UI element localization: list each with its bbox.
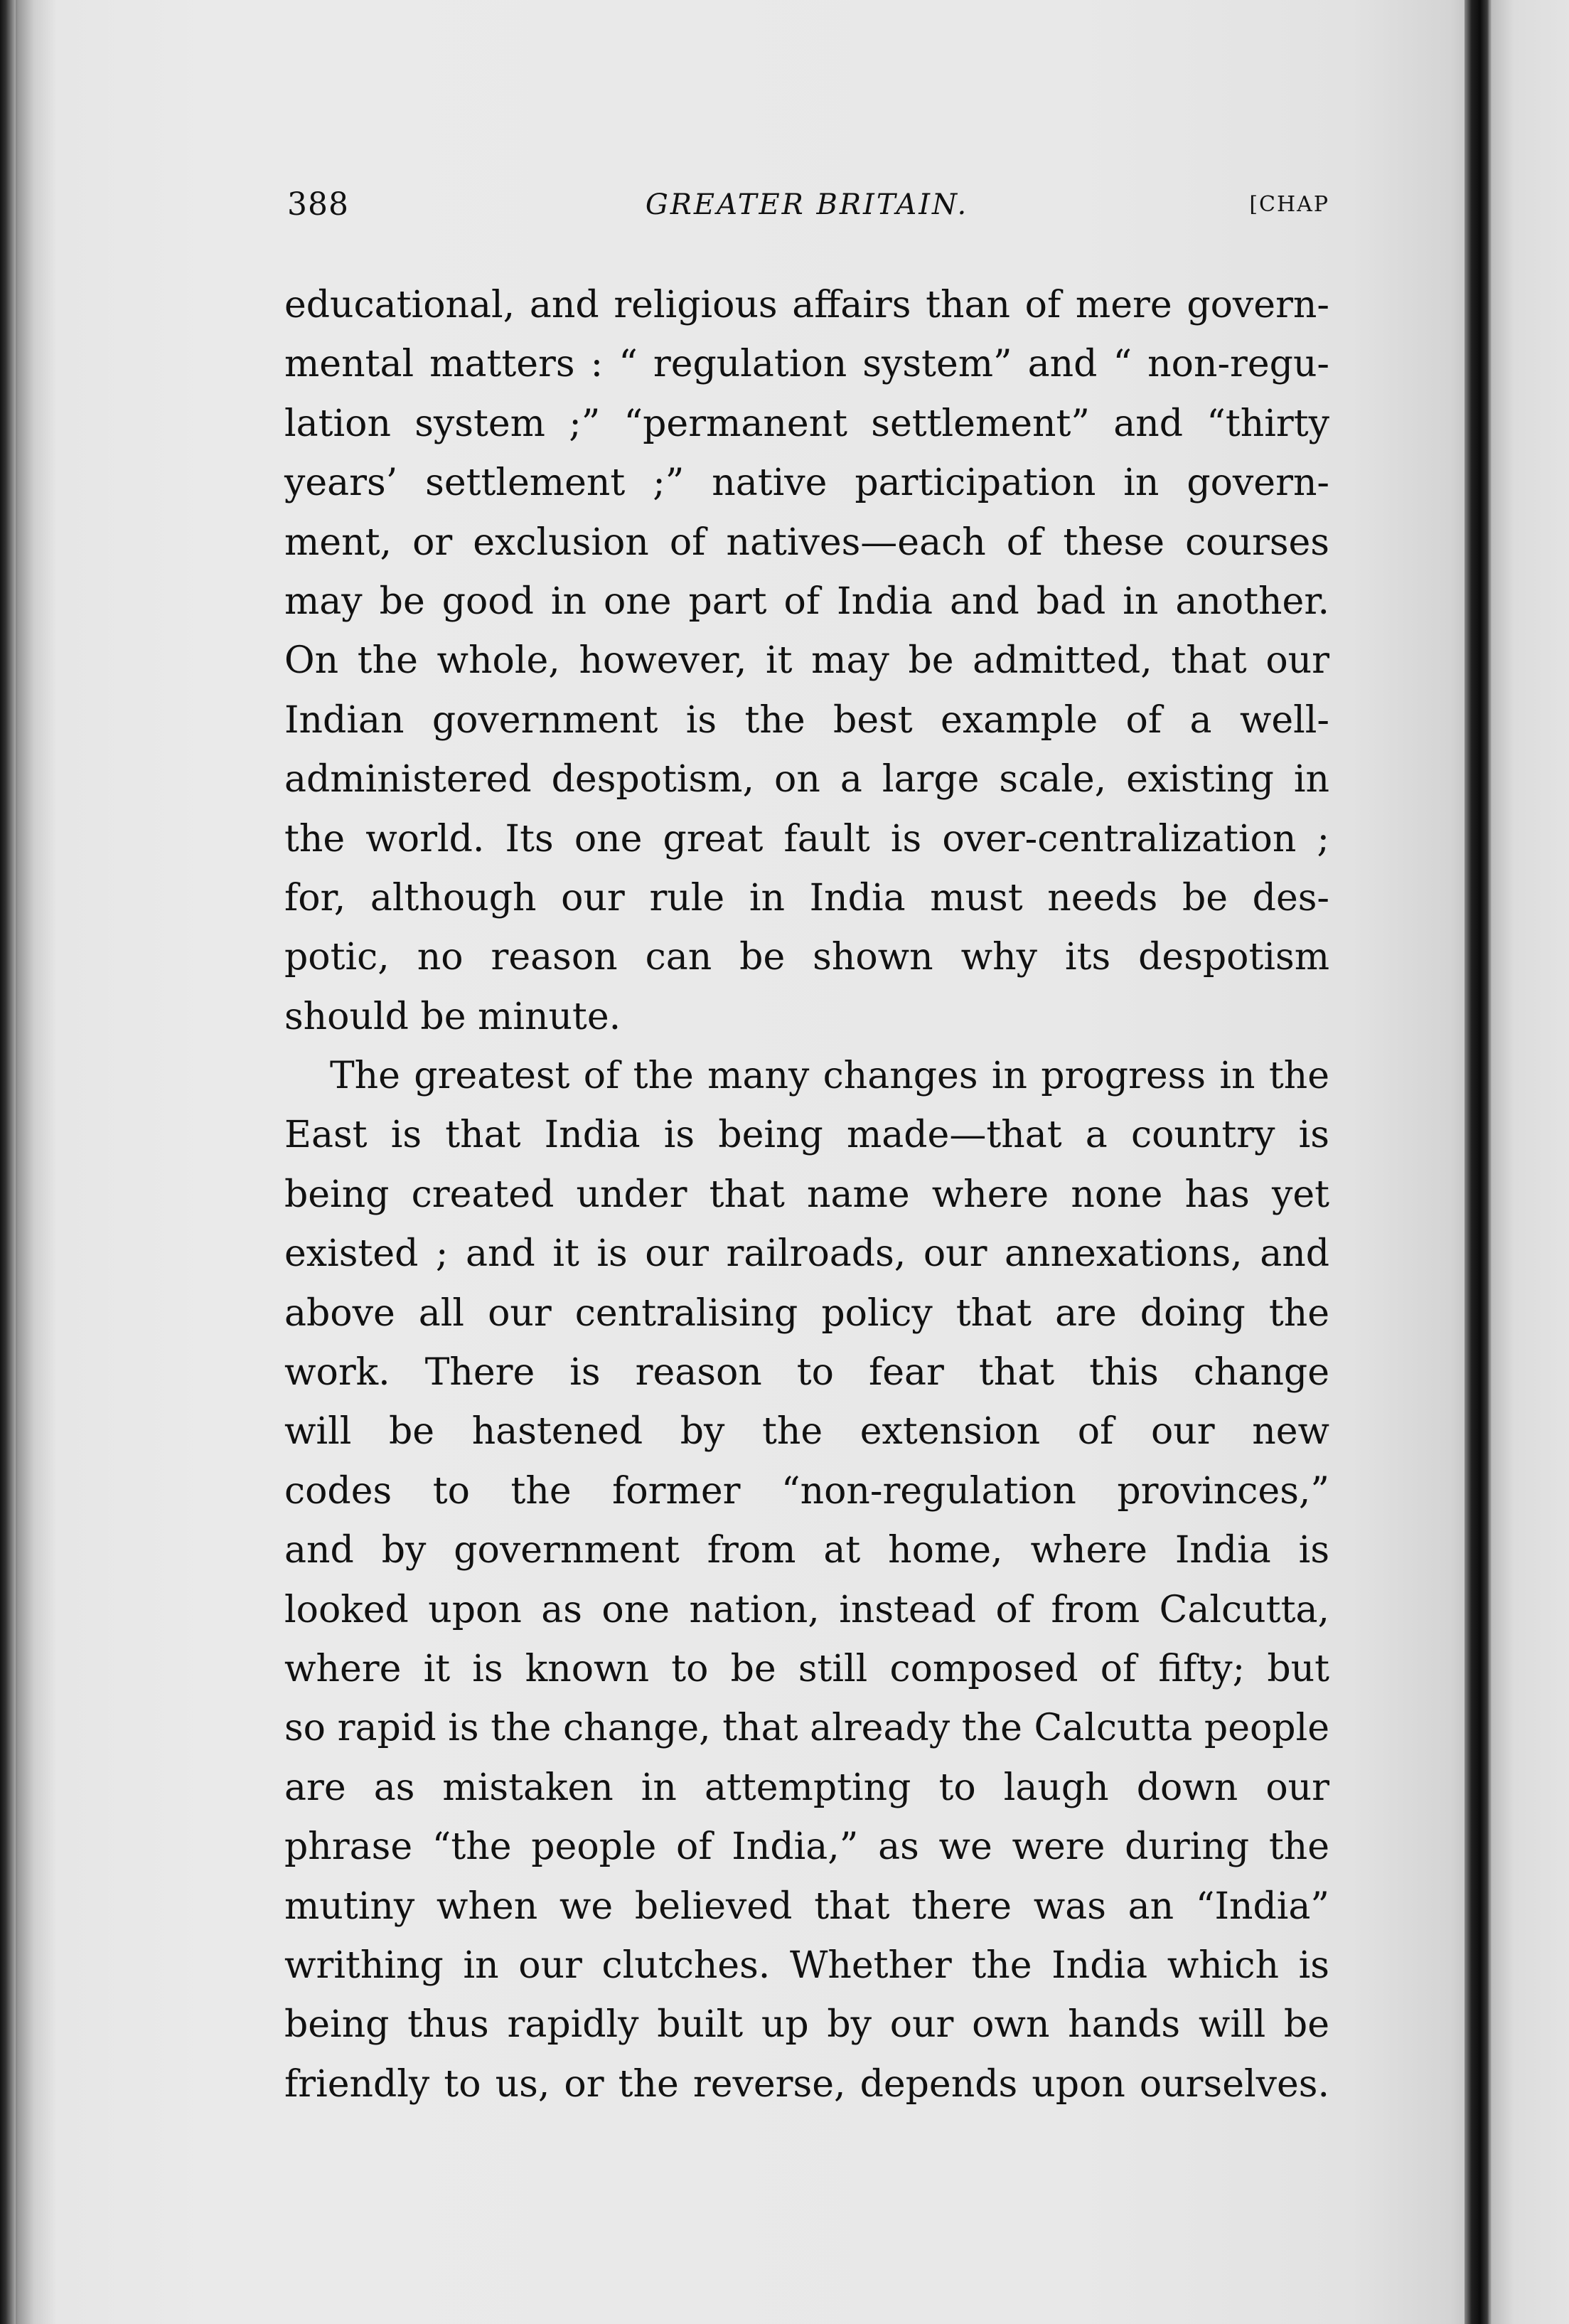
text-line: may be good in one part of India and bad in another.: [284, 580, 1329, 623]
text-line: above all our centralising policy that are doing the: [284, 1291, 1329, 1335]
text-line: Indian government is the best example of a well-: [284, 698, 1329, 742]
page-gutter-shadow: [1464, 0, 1490, 2324]
text-line: ment, or exclusion of natives—each of these courses: [284, 521, 1329, 564]
text-line: phrase “the people of India,” as we were during the: [284, 1825, 1329, 1869]
text-line: and by government from at home, where India is: [284, 1529, 1329, 1572]
text-line: so rapid is the change, that already the Calcutta people: [284, 1707, 1329, 1750]
text-line: The greatest of the many changes in progress in the: [330, 1055, 1329, 1098]
text-line: years’ settlement ;” native participation in govern-: [284, 462, 1329, 505]
text-line: friendly to us, or the reverse, depends upon ourselves.: [284, 2062, 1329, 2106]
text-line: writhing in our clutches. Whether the India which is: [284, 1944, 1329, 1987]
text-line: where it is known to be still composed of fifty; but: [284, 1647, 1329, 1690]
text-line: being created under that name where none has yet: [284, 1173, 1329, 1216]
text-line: the world. Its one great fault is over-centralization ;: [284, 817, 1329, 860]
text-line: potic, no reason can be shown why its despotism: [284, 936, 1329, 979]
text-line: On the whole, however, it may be admitted, that our: [284, 639, 1329, 683]
body-text: [284, 276, 1329, 2114]
paragraph: [284, 1047, 1329, 2114]
binding-edge: [0, 0, 16, 2324]
text-line: looked upon as one nation, instead of from Calcutta,: [284, 1588, 1329, 1631]
page-number: 388: [287, 186, 349, 223]
text-line: will be hastened by the extension of our new: [284, 1410, 1329, 1454]
text-line: educational, and religious affairs than of mere govern-: [284, 284, 1329, 326]
text-line: should be minute.: [284, 995, 621, 1038]
running-title: GREATER BRITAIN.: [645, 188, 969, 221]
text-line: are as mistaken in attempting to laugh down our: [284, 1766, 1329, 1809]
text-line: existed ; and it is our railroads, our annexations, and: [284, 1232, 1329, 1276]
text-line: being thus rapidly built up by our own hands will be: [284, 2003, 1329, 2047]
book-page: [284, 183, 1329, 2114]
paragraph: [284, 276, 1329, 1047]
text-line: administered despotism, on a large scale, existing in: [284, 758, 1329, 801]
chapter-marker: [CHAP: [1249, 192, 1329, 217]
text-line: codes to the former “non-regulation provinces,”: [284, 1469, 1329, 1513]
text-line: East is that India is being made—that a country is: [284, 1114, 1329, 1157]
text-line: mutiny when we believed that there was an “India”: [284, 1885, 1329, 1928]
text-line: mental matters : “ regulation system” and “ non-regu-: [284, 343, 1329, 386]
text-line: for, although our rule in India must needs be des-: [284, 876, 1329, 920]
text-line: lation system ;” “permanent settlement” and “thirty: [284, 402, 1329, 445]
running-header: [284, 183, 1329, 226]
text-line: work. There is reason to fear that this change: [284, 1351, 1329, 1395]
